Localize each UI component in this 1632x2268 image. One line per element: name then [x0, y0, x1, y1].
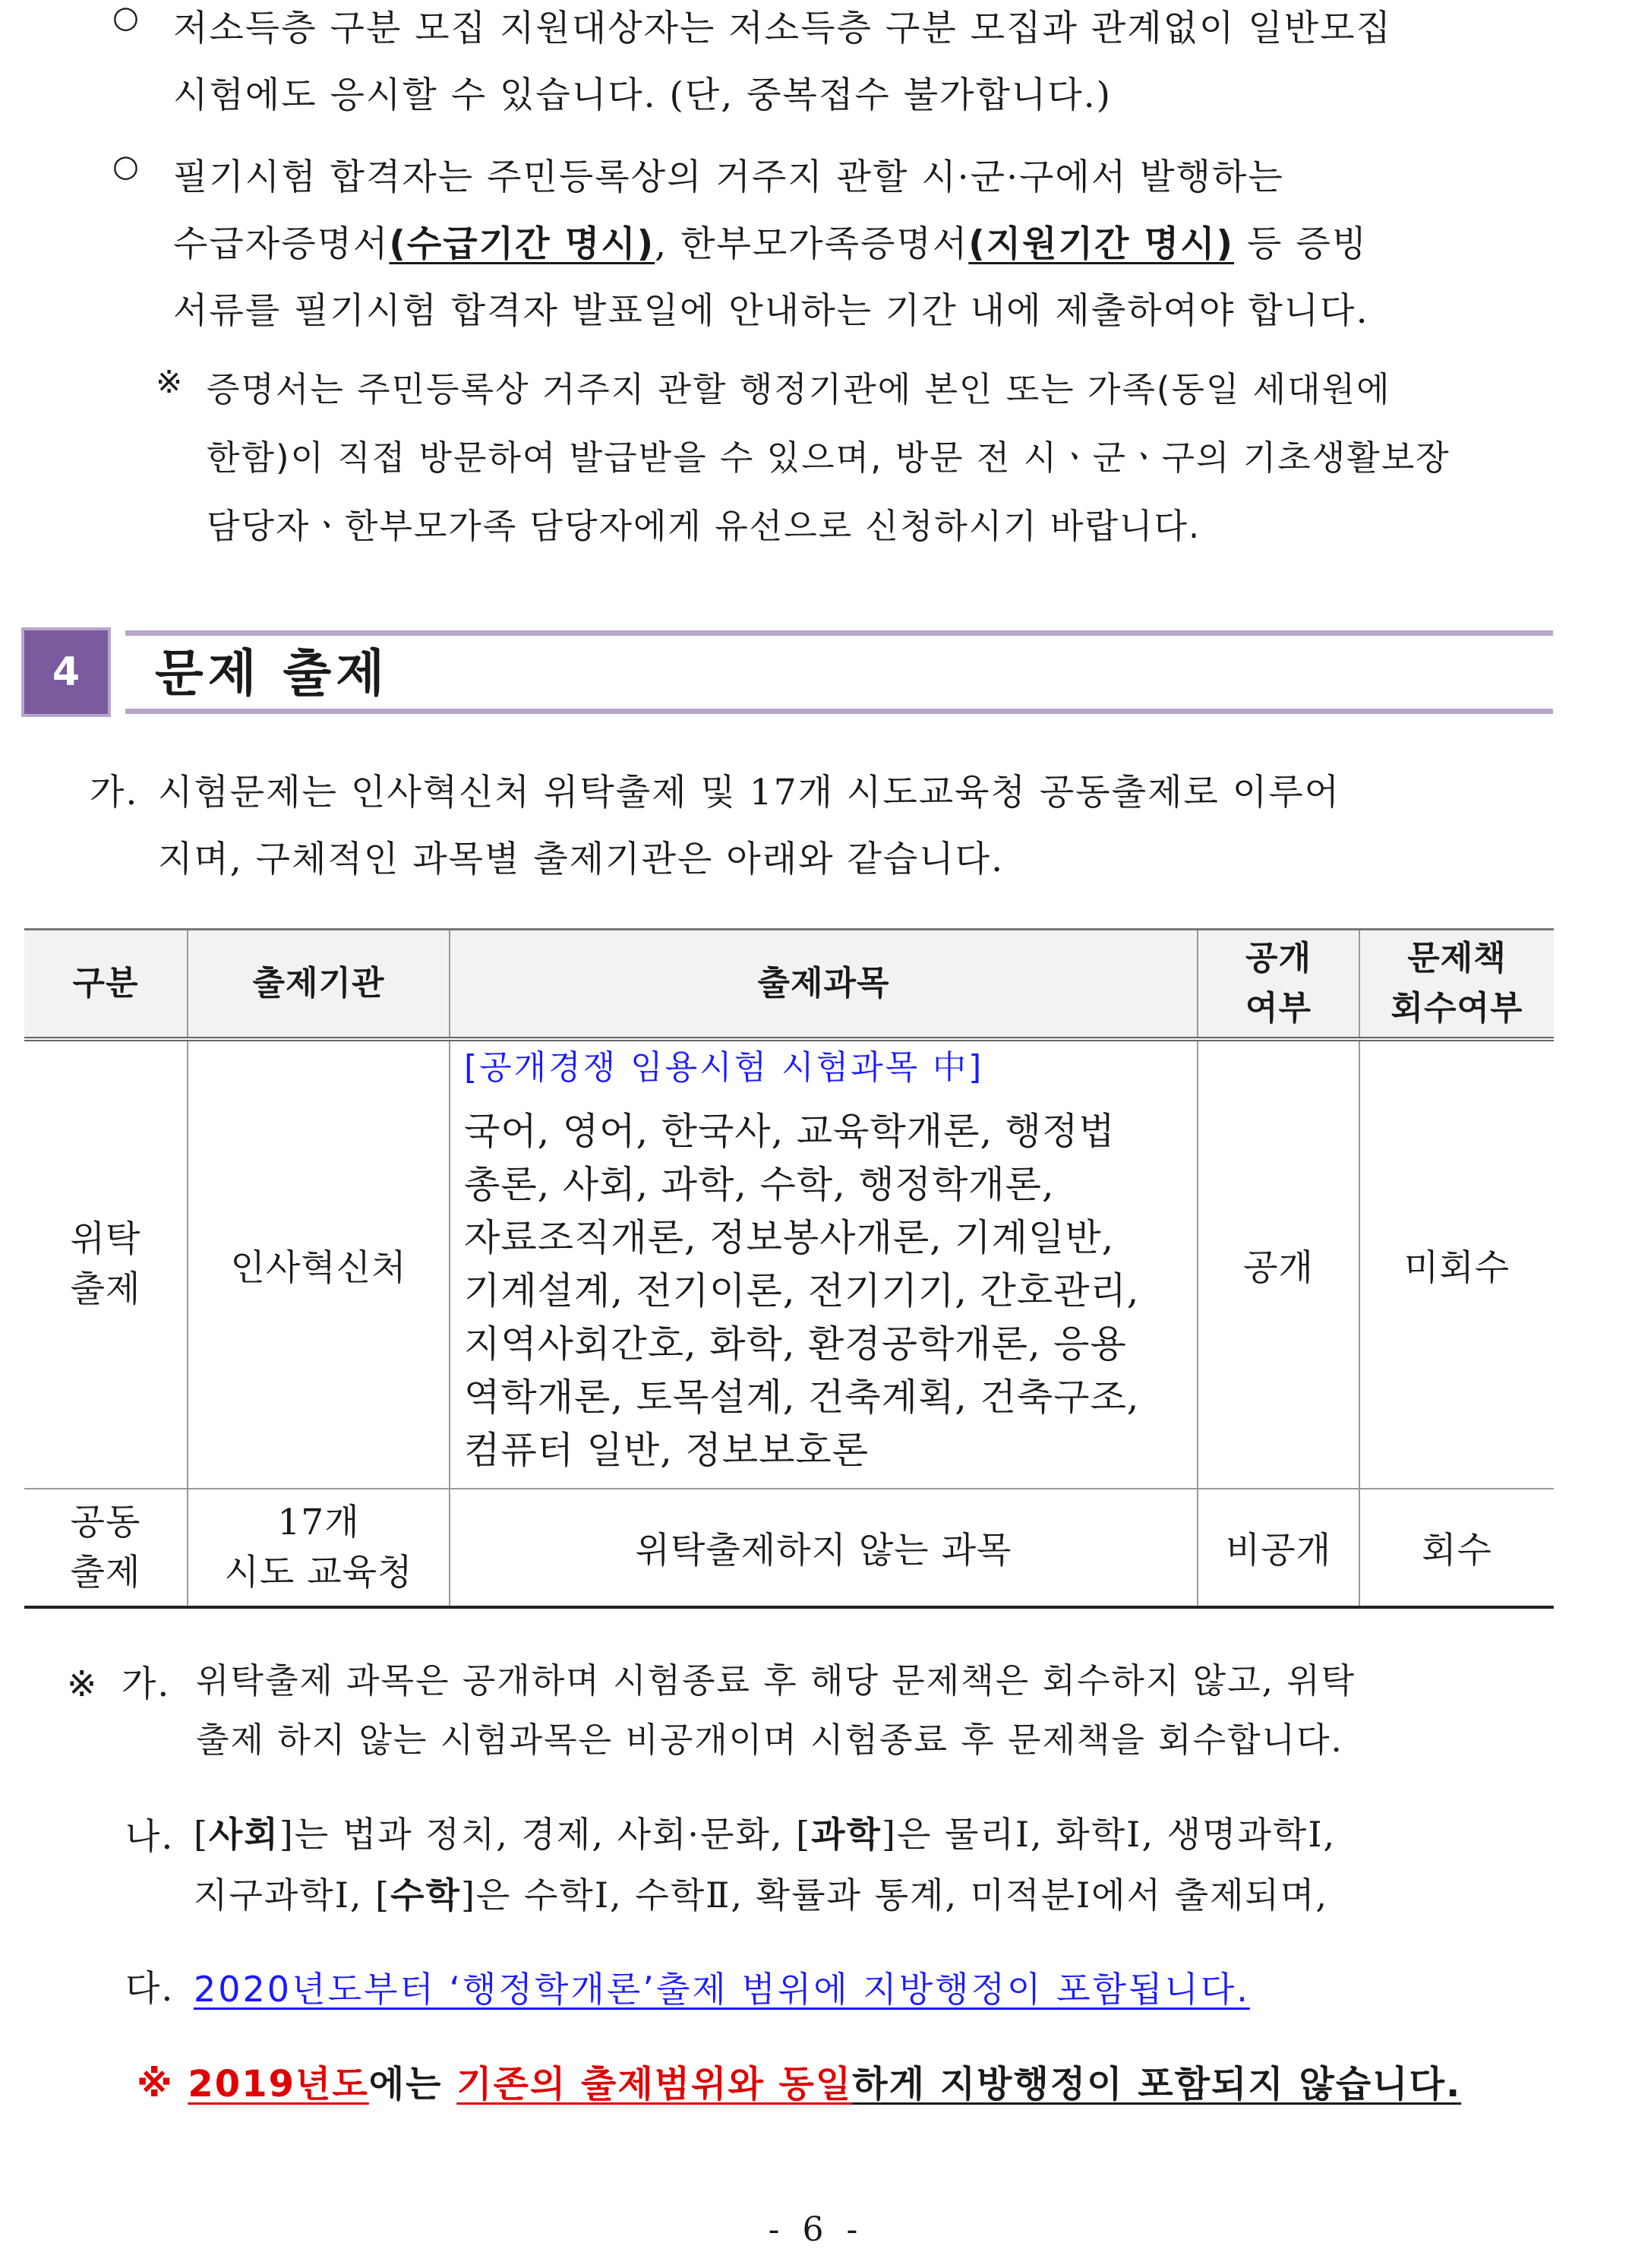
notes-mark: ※	[67, 1663, 99, 1705]
ga-text: 시험문제는 인사혁신처 위탁출제 및 17개 시도교육청 공동출제로 이루어 지며, 구체적인 과목별 출제기관은 아래와 같습니다.	[158, 772, 1341, 880]
final-note-mark: ※	[137, 2063, 174, 2105]
circle-bullet-icon: ○	[112, 0, 139, 35]
subject-heading: [공개경쟁 임용시험 시험과목 中]	[464, 1048, 984, 1087]
notes-ga-text: 위탁출제 과목은 공개하며 시험종료 후 해당 문제책은 회수하지 않고, 위탁 출제 하지 않는 시험과목은 비공개이며 시험종료 후 문제책을 회수합니다.	[196, 1660, 1356, 1760]
final-note: ※ 2019년도에는 기존의 출제범위와 동일하게 지방행정이 포함되지 않습니다.	[137, 2063, 1462, 2105]
note-mark: ※	[156, 363, 183, 400]
row2-public: 비공개	[1198, 1489, 1359, 1607]
table-row	[24, 1489, 1554, 1607]
row1-collect: 미회수	[1359, 1039, 1554, 1489]
bullet-2-text: 필기시험 합격자는 주민등록상의 거주지 관할 시·군·구에서 발행하는 수급자증명서(수급기간 명시), 한부모가족증명서(지원기간 명시) 등 증빙 서류를 필기시험 합격자 발표일에 안내하는 기간 내에 제출하여야 합니다.	[173, 156, 1369, 332]
row2-category: 공동 출제	[24, 1489, 188, 1607]
ga-label: 가.	[90, 772, 139, 813]
header-public: 공개 여부	[1198, 930, 1359, 1040]
notes-na-label: 나.	[125, 1816, 175, 1858]
circle-bullet-icon: ○	[112, 149, 139, 184]
note-text: 증명서는 주민등록상 거주지 관할 행정기관에 본인 또는 가족(동일 세대원에 한함)이 직접 방문하여 발급받을 수 있으며, 방문 전 시ㆍ군ㆍ구의 기초생활보장 담당자ㆍ한부모가족 담당자에게 유선으로 신청하시기 바랍니다.	[207, 369, 1450, 546]
section-rule-top	[125, 630, 1553, 636]
header-collect: 문제책 회수여부	[1359, 930, 1554, 1040]
row1-subjects: [공개경쟁 임용시험 시험과목 中] 국어, 영어, 한국사, 교육학개론, 행정법 총론, 사회, 과학, 수학, 행정학개론, 자료조직개론, 정보봉사개론, 기계일반, 기계설계, 전기이론, 전기기기, 간호관리, 지역사회간호, 화학, 환경공학개론, 응용 역학개론, 토목설계, 건축계획, 건축구조, 컴퓨터 일반, 정보보호론	[450, 1039, 1198, 1489]
section-rule-bottom	[125, 709, 1553, 714]
row2-org: 17개 시도 교육청	[188, 1489, 450, 1607]
section-title: 문제 출제	[155, 644, 390, 703]
row1-org: 인사혁신처	[188, 1039, 450, 1489]
bullet-1-text: 저소득층 구분 모집 지원대상자는 저소득층 구분 모집과 관계없이 일반모집 시험에도 응시할 수 있습니다. (단, 중복접수 불가합니다.)	[173, 8, 1392, 116]
notes-da-text: 2020년도부터 ‘행정학개론’출제 범위에 지방행정이 포함됩니다.	[194, 1969, 1250, 2010]
header-org: 출제기관	[188, 930, 450, 1040]
notes-da-label: 다.	[125, 1968, 175, 2010]
header-category: 구분	[24, 930, 188, 1040]
notes-na-text: [사회]는 법과 정치, 경제, 사회·문화, [과학]은 물리Ⅰ, 화학Ⅰ, 생명과학Ⅰ, 지구과학Ⅰ, [수학]은 수학Ⅰ, 수학Ⅱ, 확률과 통계, 미적분Ⅰ에서 출제되며,	[194, 1814, 1337, 1916]
section-number: 4	[24, 630, 108, 714]
table-header-row	[24, 930, 1554, 1040]
exam-subject-table	[24, 928, 1554, 1609]
header-subjects: 출제과목	[450, 930, 1198, 1040]
notes-ga-label: 가.	[122, 1663, 171, 1705]
table-row	[24, 1039, 1554, 1489]
row2-subjects: 위탁출제하지 않는 과목	[450, 1489, 1198, 1607]
row1-category: 위탁 출제	[24, 1039, 188, 1489]
row1-public: 공개	[1198, 1039, 1359, 1489]
row2-collect: 회수	[1359, 1489, 1554, 1607]
page-number: - 6 -	[768, 2210, 864, 2249]
